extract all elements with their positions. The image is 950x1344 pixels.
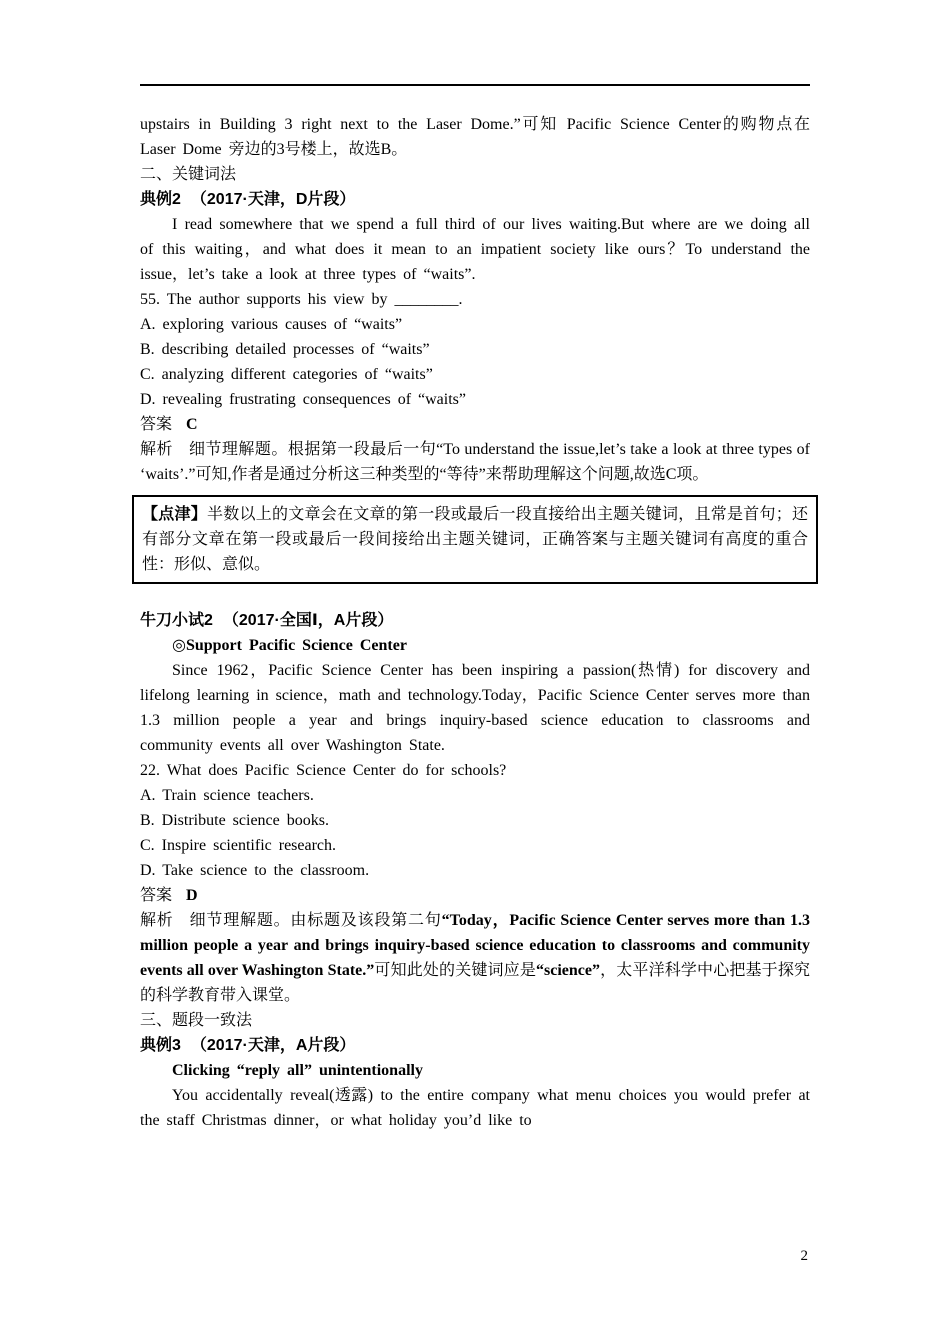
example2-heading: [140, 187, 810, 212]
example2-label: 典例2: [140, 191, 181, 208]
tip-paragraph: [142, 502, 808, 577]
carryover-paragraph: upstairs in Building 3 right next to the Laser Dome.”可知 Pacific Science Center的购物点在Laser Dome 旁边的3号楼上，故选B。: [140, 116, 810, 158]
header-rule: [140, 84, 810, 86]
tip-label: 【点津】: [142, 506, 207, 523]
practice2-label: 牛刀小试2: [140, 612, 213, 629]
analysis-label: 解析: [140, 912, 174, 929]
question-22-option-b: B. Distribute science books.: [140, 812, 329, 829]
question-22-option-d: D. Take science to the classroom.: [140, 862, 370, 879]
analysis-bold-quote: “Today，Pacific Science Center serves more than 1.3 million people a year and brings inquiry-based science education to classrooms and community events all over Washington State.”: [140, 912, 810, 979]
example3-heading: [140, 1033, 810, 1058]
analysis-text: 细节理解题。根据第一段最后一句“To understand the issue,let’s take a look at three types of ‘waits’.”可知,作者是通过分析这三种类型的“等待”来帮助理解这个问题,故选C项。: [140, 441, 810, 483]
question-22-analysis: [140, 908, 810, 1008]
example3-passage: You accidentally reveal(透露) to the entire company what menu choices you would prefer at the staff Christmas dinner，or what holiday you’d like to: [140, 1087, 810, 1129]
practice2-source: （2017·全国Ⅰ，A片段）: [222, 612, 394, 629]
analysis-prefix: 细节理解题。由标题及该段第二句: [189, 912, 442, 929]
example2-passage: I read somewhere that we spend a full third of our lives waiting.But where are we doing all of this waiting，and what does it mean to an impatient society like ours？To understand the issue，let’s take a look at three types of “waits”.: [140, 216, 810, 283]
tip-box: [132, 495, 818, 584]
analysis-mid: 可知此处的关键词应是: [374, 962, 536, 979]
question-55-option-b: B. describing detailed processes of “waits”: [140, 341, 430, 358]
analysis-bold-keyword: “science”: [535, 962, 600, 979]
example3-source: （2017·天津，A片段）: [190, 1037, 356, 1054]
question-55-option-a: A. exploring various causes of “waits”: [140, 316, 403, 333]
answer-label: 答案: [140, 887, 173, 904]
question-55-analysis: [140, 437, 810, 487]
answer-label: 答案: [140, 416, 173, 433]
question-22-answer-row: [140, 883, 810, 908]
question-55-answer-row: [140, 412, 810, 437]
example2-source: （2017·天津，D片段）: [190, 191, 356, 208]
question-22: 22. What does Pacific Science Center do for schools?: [140, 762, 507, 779]
question-55: 55. The author supports his view by ________.: [140, 291, 463, 308]
section-two-heading: 二、关键词法: [140, 166, 237, 183]
answer-value: D: [186, 887, 198, 904]
practice2-title: ◎Support Pacific Science Center: [172, 637, 407, 654]
section-three-heading: 三、题段一致法: [140, 1012, 253, 1029]
practice2-heading: [140, 608, 810, 633]
question-55-option-d: D. revealing frustrating consequences of “waits”: [140, 391, 466, 408]
question-55-option-c: C. analyzing different categories of “waits”: [140, 366, 433, 383]
practice2-passage: Since 1962，Pacific Science Center has been inspiring a passion(热情) for discovery and lifelong learning in science，math and technology.Today，Pacific Science Center serves more than 1.3 million people a year and brings inquiry-based science education to classrooms and community events all over Washington State.: [140, 662, 810, 754]
page-number: 2: [800, 1248, 808, 1264]
answer-value: C: [186, 416, 198, 433]
tip-text: 半数以上的文章会在文章的第一段或最后一段直接给出主题关键词，且常是首句；还有部分文章在第一段或最后一段间接给出主题关键词，正确答案与主题关键词有高度的重合性：形似、意似。: [142, 506, 808, 573]
analysis-suffix: ，太平洋科学中心把基于探究的科学教育带入课堂。: [140, 962, 810, 1004]
example3-subtitle: Clicking “reply all” unintentionally: [172, 1062, 423, 1079]
question-22-option-a: A. Train science teachers.: [140, 787, 314, 804]
analysis-label: 解析: [140, 441, 173, 458]
example3-label: 典例3: [140, 1037, 181, 1054]
question-22-option-c: C. Inspire scientific research.: [140, 837, 337, 854]
